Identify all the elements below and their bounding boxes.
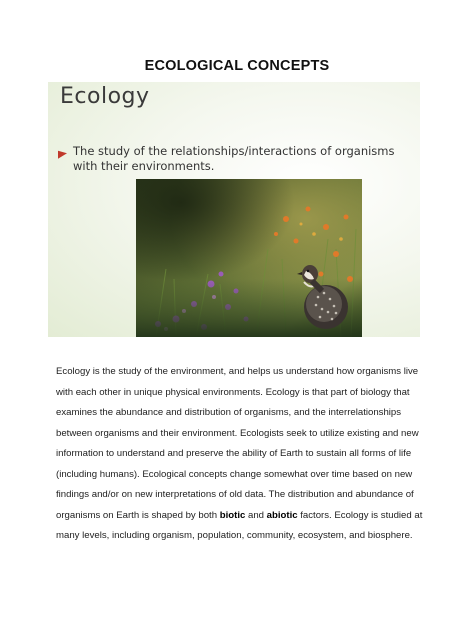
- arrow-bullet-icon: [58, 149, 67, 159]
- body-text-part-3: factors. Ecology is studied at many levels, including organism, population, community, ecosystem, and biosphere.: [56, 509, 423, 541]
- quail-in-wildflowers-photo: [136, 179, 362, 337]
- slide-bullet-text: The study of the relationships/interactions of organisms with their environments.: [73, 144, 395, 173]
- biotic-term: biotic: [219, 509, 246, 521]
- abiotic-term: abiotic: [266, 509, 298, 521]
- page-title: ECOLOGICAL CONCEPTS: [144, 58, 330, 74]
- slide-bullet: [58, 144, 408, 174]
- body-text-part-1: Ecology is the study of the environment, and helps us understand how organisms live with each other in unique physical environments. Ecology is that part of biology that examines the abundance and distribution of organisms, and the interrelationships between organisms and their environment. Ecologists seek to utilize existing and new information to understand and preserve the ability of Earth to sustain all forms of life (including humans). Ecological concepts change somewhat over time based on new findings and/or on new interpretations of old data. The distribution and abundance of organisms on Earth is shaped by both: [56, 366, 419, 521]
- ecology-slide-image: [48, 82, 420, 337]
- body-paragraph: [56, 362, 426, 547]
- body-text-part-2: and: [245, 509, 267, 521]
- slide-heading: Ecology: [60, 84, 150, 109]
